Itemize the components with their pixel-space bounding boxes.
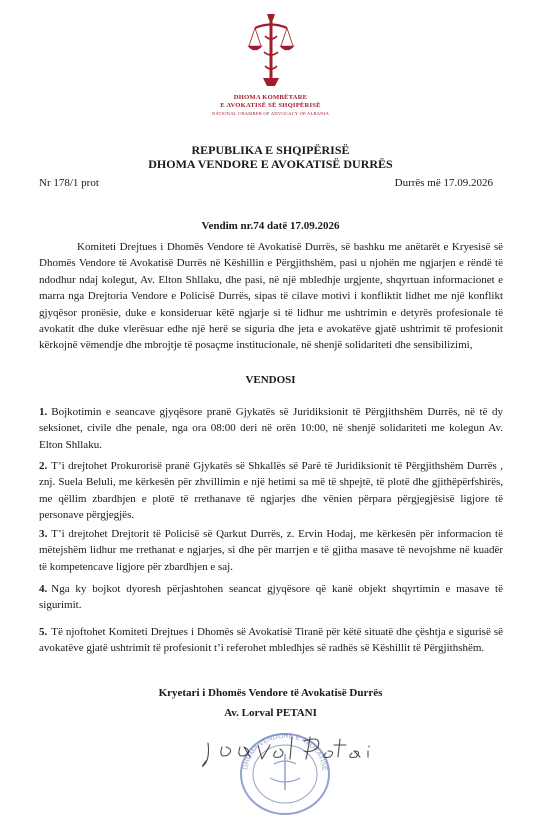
letterhead-line-3: NATIONAL CHAMBER OF ADVOCACY OF ALBANIA xyxy=(211,111,330,116)
handwritten-signature-icon xyxy=(200,725,385,785)
intro-paragraph: Komiteti Drejtues i Dhomës Vendore të Avokatisë Durrës, së bashku me anëtarët e Kryesisë së Dhomës Vendore të Avokatisë Durrës në Këshillin e Përgjithshëm, pasi u njohën me ngjarjen e rëndë të ndodhur ndaj kolegut, Av. Elton Shllaku, dhe pasi, në një mbledhje urgjente, shqyrtuan informacionet e marra nga Drejtoria Vendore e Policisë Durrës, sipas të cilave motivi i konfliktit lidhet me një konflikt gjyqësor pronësie, duke e konsideruar këtë ngjarje si të lidhur me ushtrimin e detyrës profesionale të avokatit dhe duke vlerësuar edhe një herë se siguria dhe jeta e avokatëve gjatë ushtrimit të profesionit kërkojnë vëmendje dhe mbrojtje të posaçme institucionale, në shenjë solidariteti dhe sensibilizimi, xyxy=(39,241,503,352)
decision-point-5 xyxy=(39,624,503,657)
point-text: Bojkotimin e seancave gjyqësore pranë Gjykatës së Juridiksionit të Përgjithshëm Durrës, në të dy seksionet, civile dhe penale, nga ora 08:00 deri në orën 10:00, në shenjë solidariteti me kolegun Av. Elton Shllaku. xyxy=(39,406,503,451)
protocol-number: Nr 178/1 prot xyxy=(39,177,99,189)
point-text: Të njoftohet Komiteti Drejtues i Dhomës së Avokatisë Tiranë për këtë situatë dhe çështja e sigurisë së avokatëve gjatë ushtrimit të profesionit t’i referohet mbledhjes së radhës së Këshillit të Përgjithshëm. xyxy=(39,626,503,655)
signatory-title: Kryetari i Dhomës Vendore të Avokatisë Durrës xyxy=(158,687,383,699)
letterhead-line-1: DHOMA KOMBËTARE xyxy=(233,94,308,101)
point-number: 4. xyxy=(39,583,48,595)
point-text: T’i drejtohet Prokurorisë pranë Gjykatës së Shkallës së Parë të Juridiksionit të Përgjithshëm Durrës , znj. Suela Beluli, me kërkesën për zhvillimin e një hetimi sa më të shpejtë, të plotë dhe gjithëpërfshirës, me qëllim zbardhjen e plotë të rrethanave të ngjarjes dhe vënien përpara përgjegjësisë ligjore të personave përgjegjës. xyxy=(39,460,503,522)
point-number: 3. xyxy=(39,528,48,540)
decides-heading: VENDOSI xyxy=(245,374,296,386)
decision-point-3 xyxy=(39,526,503,575)
point-number: 5. xyxy=(39,626,48,638)
place-date: Durrës më 17.09.2026 xyxy=(394,177,493,189)
signatory-name: Av. Lorval PETANI xyxy=(224,707,317,719)
point-number: 1. xyxy=(39,406,48,418)
decision-title: Vendim nr.74 datë 17.09.2026 xyxy=(201,220,340,232)
letterhead-line-2: E AVOKATISË SË SHQIPËRISË xyxy=(220,102,321,109)
header-chamber: DHOMA VENDORE E AVOKATISË DURRËS xyxy=(148,157,393,171)
header-republic: REPUBLIKA E SHQIPËRISË xyxy=(191,143,350,157)
decision-point-2 xyxy=(39,458,503,524)
decision-point-1 xyxy=(39,404,503,453)
point-number: 2. xyxy=(39,460,48,472)
stamp-text: DHOMA VENDORE E AVOKATISË xyxy=(242,732,328,772)
chamber-logo-icon xyxy=(245,12,297,92)
point-text: T’i drejtohet Drejtorit të Policisë së Qarkut Durrës, z. Ervin Hodaj, me kërkesën për informacion të mëtejshëm lidhur me rrethanat e ngjarjes, si dhe për marrjen e të gjitha masave të nevojshme në kuadër të kompetencave ligjore për zbardhjen e saj. xyxy=(39,528,503,573)
point-text: Nga ky bojkot dyoresh përjashtohen seancat gjyqësore që kanë objekt shqyrtimin e masave të sigurimit. xyxy=(39,583,503,612)
decision-point-4 xyxy=(39,581,503,614)
